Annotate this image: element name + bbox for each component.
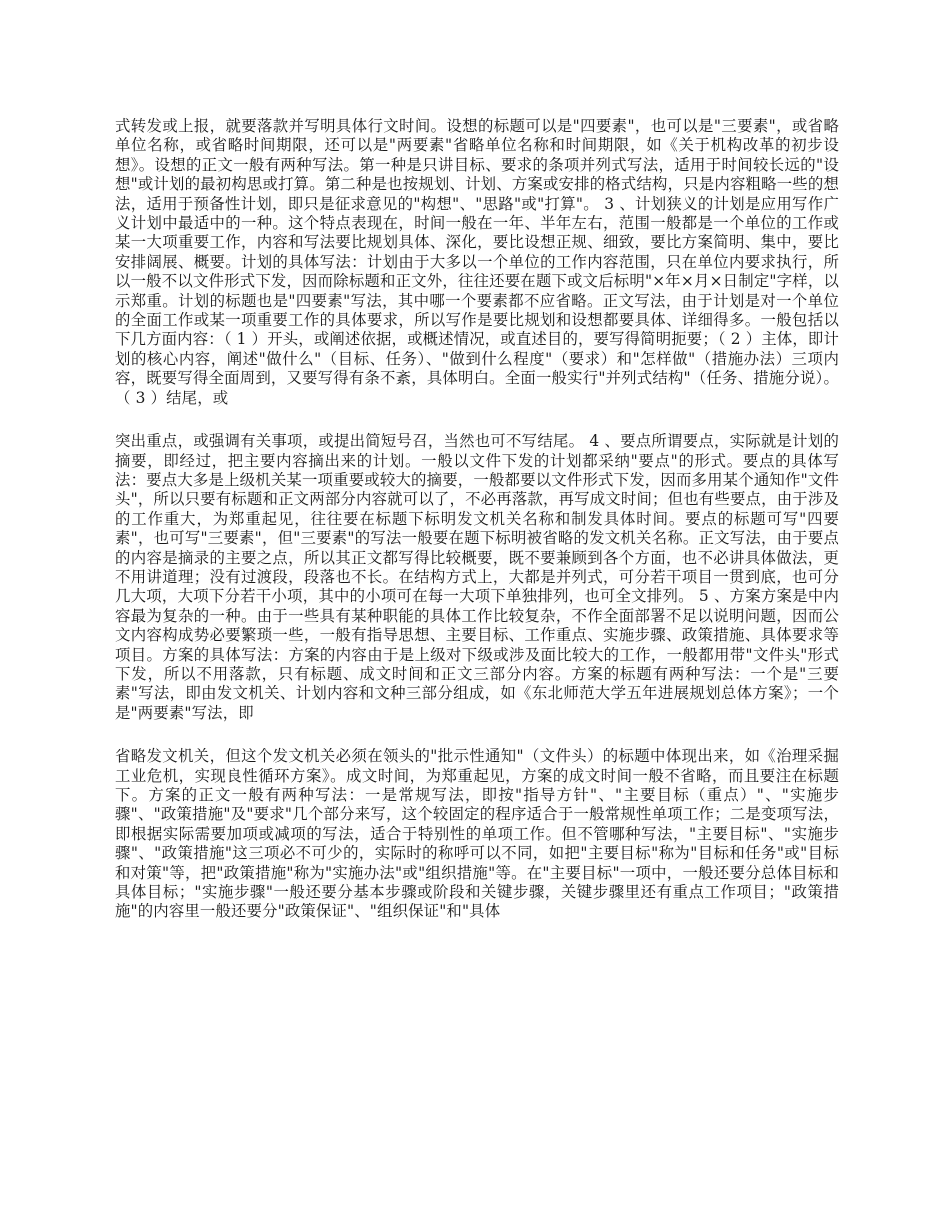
- document-page: [115, 117, 839, 922]
- document-paragraph: 省略发文机关，但这个发文机关必须在领头的"批示性通知"（文件头）的标题中体现出来，如《治理采掘工业危机，实现良性循环方案》。成文时间，为郑重起见，方案的成文时间一般不省略，而且要注在标题下。方案的正文一般有两种写法：一是常规写法，即按"指导方针"、"主要目标（重点）"、"实施步骤"、"政策措施"及"要求"几个部分来写，这个较固定的程序适合于一般常规性单项工作；二是变项写法，即根据实际需要加项或减项的写法，适合于特别性的单项工作。但不管哪种写法，"主要目标"、"实施步骤"、"政策措施"这三项必不可少的，实际时的称呼可以不同，如把"主要目标"称为"目标和任务"或"目标和对策"等，把"政策措施"称为"实施办法"或"组织措施"等。在"主要目标"一项中，一般还要分总体目标和具体目标；"实施步骤"一般还要分基本步骤或阶段和关键步骤，关键步骤里还有重点工作项目；"政策措施"的内容里一般还要分"政策保证"、"组织保证"和"具体: [115, 747, 839, 921]
- document-paragraph: 式转发或上报，就要落款并写明具体行文时间。设想的标题可以是"四要素"，也可以是"三要素"，或省略单位名称，或省略时间期限，还可以是"两要素"省略单位名称和时间期限，如《关于机构改革的初步设想》。设想的正文一般有两种写法。第一种是只讲目标、要求的条项并列式写法，适用于时间较长远的"设想"或计划的最初构思或打算。第二种是也按规划、计划、方案或安排的格式结构，只是内容粗略一些的想法，适用于预备性计划，即只是征求意见的"构想"、"思路"或"打算"。 3 、计划狭义的计划是应用写作广义计划中最适中的一种。这个特点表现在，时间一般在一年、半年左右，范围一般都是一个单位的工作或某一大项重要工作，内容和写法要比规划具体、深化，要比设想正规、细致，要比方案简明、集中，要比安排阔展、概要。计划的具体写法：计划由于大多以一个单位的工作内容范围，只在单位内要求执行，所以一般不以文件形式下发，因而除标题和正文外，往往还要在题下或文后标明"×年×月×日制定"字样，以示郑重。计划的标题也是"四要素"写法，其中哪一个要素都不应省略。正文写法，由于计划是对一个单位的全面工作或某一项重要工作的具体要求，所以写作是要比规划和设想都要具体、详细得多。一般包括以下几方面内容：（ 1 ）开头，或阐述依据，或概述情况，或直述目的，要写得简明扼要；（ 2 ）主体，即计划的核心内容，阐述"做什么"（目标、任务）、"做到什么程度"（要求）和"怎样做"（措施办法）三项内容，既要写得全面周到，又要写得有条不紊，具体明白。全面一般实行"并列式结构"（任务、措施分说）。（ 3 ）结尾，或: [115, 117, 839, 407]
- document-paragraph: 突出重点，或强调有关事项，或提出简短号召，当然也可不写结尾。 4 、要点所谓要点，实际就是计划的摘要，即经过，把主要内容摘出来的计划。一般以文件下发的计划都采纳"要点"的形式。要点的具体写法：要点大多是上级机关某一项重要或较大的摘要，一般都要以文件形式下发，因而多用某个通知作"文件头"，所以只要有标题和正文两部分内容就可以了，不必再落款，再写成文时间；但也有些要点，由于涉及的工作重大，为郑重起见，往往要在标题下标明发文机关名称和制发具体时间。要点的标题可写"四要素"，也可写"三要素"，但"三要素"的写法一般要在题下标明被省略的发文机关名称。正文写法，由于要点的内容是摘录的主要之点，所以其正文都写得比较概要，既不要兼顾到各个方面，也不必讲具体做法，更不用讲道理；没有过渡段，段落也不长。在结构方式上，大都是并列式，可分若干项目一贯到底，也可分几大项，大项下分若干小项，其中的小项可在每一大项下单独排列，也可全文排列。 5 、方案方案是中内容最为复杂的一种。由于一些具有某种职能的具体工作比较复杂，不作全面部署不足以说明问题，因而公文内容构成势必要繁琐一些，一般有指导思想、主要目标、工作重点、实施步骤、政策措施、具体要求等项目。方案的具体写法：方案的内容由于是上级对下级或涉及面比较大的工作，一般都用带"文件头"形式下发，所以不用落款，只有标题、成文时间和正文三部分内容。方案的标题有两种写法：一个是"三要素"写法，即由发文机关、计划内容和文种三部分组成，如《东北师范大学五年进展规划总体方案》；一个是"两要素"写法，即: [115, 432, 839, 722]
